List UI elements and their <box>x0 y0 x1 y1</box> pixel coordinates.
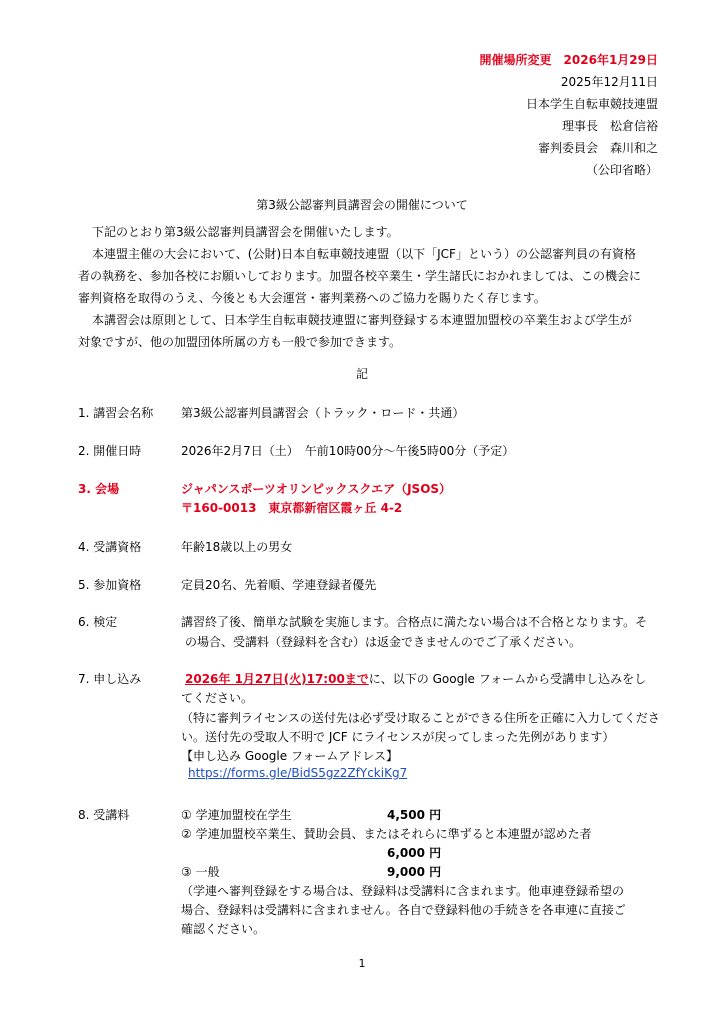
item-7-line-1-rest: に、以下の Google フォームから受講申し込みをし <box>368 672 647 686</box>
fee-note-line-2: 場合、登録料は受講料に含まれません。各自で登録料他の手続きを各車連に直接ご <box>181 903 626 917</box>
fee-2-amount: 6,000 円 <box>387 846 442 860</box>
fee-3-label: ③ 一般 <box>181 865 220 879</box>
fee-1-label: ① 学連加盟校在学生 <box>181 808 292 822</box>
item-6-line-1: 講習終了後、簡単な試験を実施します。合格点に満たない場合は不合格となります。そ <box>181 615 648 629</box>
item-7-line-3: （特に審判ライセンスの送付先は必ず受け取ることができる住所を正確に入力してくださ <box>181 711 660 725</box>
google-form-link[interactable]: https://forms.gle/BidS5gz2ZfYckiKg7 <box>188 766 408 780</box>
item-7-line-2: てください。 <box>181 691 254 705</box>
item-5-label: 5. 参加資格 <box>78 578 142 592</box>
organization-name: 日本学生自転車競技連盟 <box>525 97 658 111</box>
item-2-label: 2. 開催日時 <box>78 444 142 458</box>
page-number: 1 <box>358 957 366 970</box>
item-4-label: 4. 受講資格 <box>78 540 142 554</box>
document-title: 第3級公認審判員講習会の開催について <box>256 198 468 212</box>
item-3-label: 3. 会場 <box>78 482 120 496</box>
fee-3-amount: 9,000 円 <box>387 865 442 879</box>
chairman-name: 理事長 松倉信裕 <box>561 119 658 133</box>
seal-omitted-note: （公印省略） <box>585 163 658 177</box>
venue-change-notice: 開催場所変更 2026年1月29日 <box>479 53 658 67</box>
application-deadline: 2026年 1月27日(火)17:00まで <box>185 672 369 686</box>
item-6-line-2: の場合、受講料（登録料を含む）は返金できませんのでご了承ください。 <box>185 635 582 649</box>
venue-address: 〒160-0013 東京都新宿区霞ヶ丘 4-2 <box>181 501 403 515</box>
item-1-value: 第3級公認審判員講習会（トラック・ロード・共通） <box>181 406 465 420</box>
issue-date: 2025年12月11日 <box>560 75 658 89</box>
fee-note-line-1: （学連へ審判登録をする場合は、登録料は受講料に含まれます。他車連登録希望の <box>181 884 625 898</box>
intro-paragraph-3-line-1: 本講習会は原則として、日本学生自転車競技連盟に審判登録する本連盟加盟校の卒業生および学生が <box>92 313 632 327</box>
intro-paragraph-1: 下記のとおり第3級公認審判員講習会を開催いたします。 <box>92 225 399 239</box>
venue-name: ジャパンスポーツオリンピックスクエア（JSOS） <box>181 482 452 496</box>
item-6-label: 6. 検定 <box>78 615 118 629</box>
item-7-line-1 <box>185 670 646 687</box>
item-7-line-4: い。送付先の受取人不明で JCF にライセンスが戻ってしまった先例があります） <box>181 730 615 744</box>
item-5-value: 定員20名、先着順、学連登録者優先 <box>181 578 377 592</box>
item-2-value: 2026年2月7日（土） 午前10時00分～午後5時00分（予定） <box>181 444 515 458</box>
item-4-value: 年齢18歳以上の男女 <box>181 540 293 554</box>
intro-paragraph-2-line-3: 審判資格を取得のうえ、今後とも大会運営・審判業務へのご協力を賜りたく存じます。 <box>78 291 546 305</box>
fee-1-amount: 4,500 円 <box>387 808 442 822</box>
intro-paragraph-2-line-2: 者の執務を、参加各校にお願いしております。加盟各校卒業生・学生諸氏におかれましては、この機会に <box>78 269 642 283</box>
ki-heading: 記 <box>355 367 368 381</box>
fee-2-label: ② 学連加盟校卒業生、賛助会員、またはそれらに準ずると本連盟が認めた者 <box>181 827 592 841</box>
form-address-label: 【申し込み Google フォームアドレス】 <box>181 749 398 763</box>
intro-paragraph-3-line-2: 対象ですが、他の加盟団体所属の方も一般で参加できます。 <box>78 335 402 349</box>
item-1-label: 1. 講習会名称 <box>78 406 154 420</box>
committee-name: 審判委員会 森川和之 <box>537 141 658 155</box>
item-8-label: 8. 受講料 <box>78 808 130 822</box>
item-7-label: 7. 申し込み <box>78 672 142 686</box>
intro-paragraph-2-line-1: 本連盟主催の大会において、(公財)日本自転車競技連盟（以下「JCF」という）の公認審判員の有資格 <box>92 247 636 261</box>
fee-note-line-3: 確認ください。 <box>181 922 266 936</box>
